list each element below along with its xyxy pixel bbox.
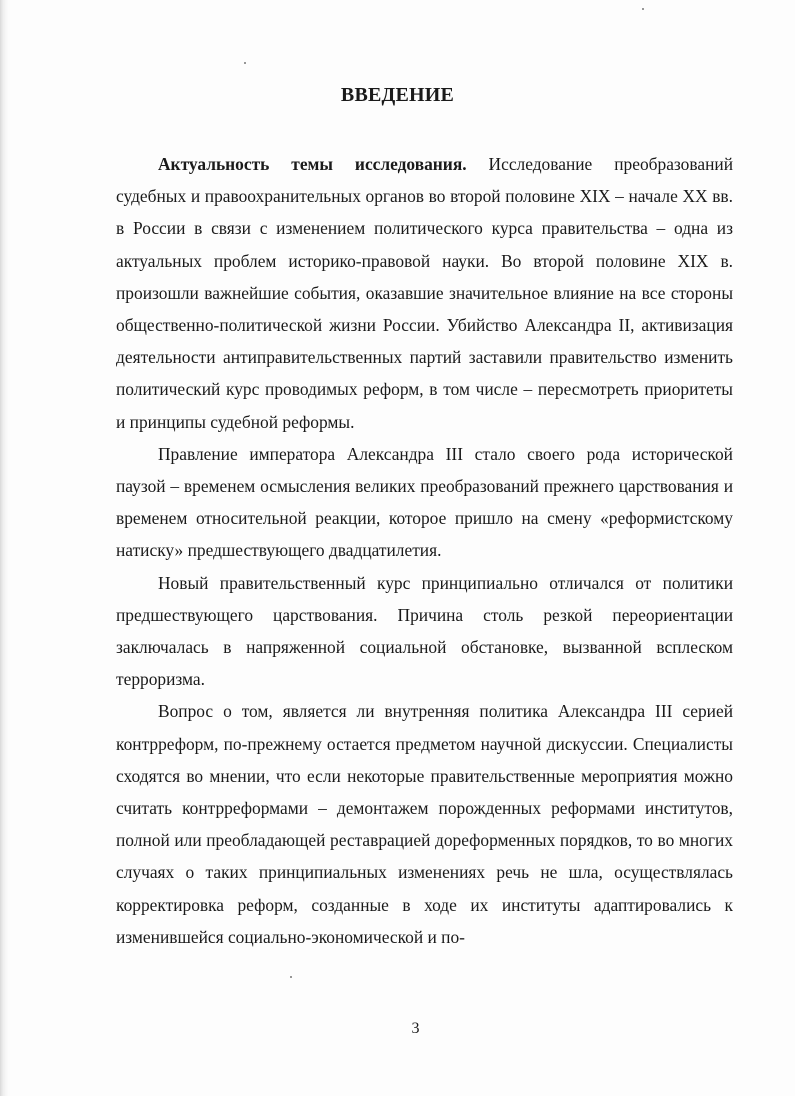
page-number: 3 [411,1020,420,1037]
scan-speck [244,62,246,64]
paragraph-counterreforms: Вопрос о том, является ли внутренняя политика Александра III серией контрреформ, по-прежнему остается предметом научной дискуссии. Специалисты сходятся во мнении, что если некоторые правительственные мероприятия можно считать контрреформами – демонтажем порожденных реформами институтов, полной или преобладающей реставрацией дореформенных порядков, то во многих случаях о таких принципиальных изменениях речь не шла, осуществлялась корректировка реформ, созданные в ходе их институты адаптировались к изменившейся социально-экономической и по- [116,701,733,947]
paragraph-relevance [116,148,733,438]
body-text [116,148,733,953]
paragraph-text: Исследование преобразований судебных и правоохранительных органов во второй половине XIX – начале XX вв. в России в связи с изменением политического курса правительства – одна из актуальных проблем историко-правовой науки. Во второй половине XIX в. произошли важнейшие события, оказавшие значительное влияние на все стороны общественно-политической жизни России. Убийство Александра II, активизация деятельности антиправительственных партий заставили правительство изменить политический курс проводимых реформ, в том числе – пересмотреть приоритеты и принципы судебной реформы. [116,154,733,432]
scan-speck [290,976,292,978]
paragraph-lead: Актуальность темы исследования. [158,154,467,174]
paragraph-alexander-reign: Правление императора Александра III стало своего рода исторической паузой – временем осмысления великих преобразований прежнего царствования и временем относительной реакции, которое пришло на смену «реформистскому натиску» предшествующего двадцатилетия. [116,443,733,561]
paragraph-new-course: Новый правительственный курс принципиально отличался от политики предшествующего царствования. Причина столь резкой переориентации заключалась в напряженной социальной обстановке, вызванной всплеском терроризма. [116,572,733,690]
scan-speck [642,8,644,10]
document-title: ВВЕДЕНИЕ [340,84,455,106]
scan-edge [0,0,10,1096]
